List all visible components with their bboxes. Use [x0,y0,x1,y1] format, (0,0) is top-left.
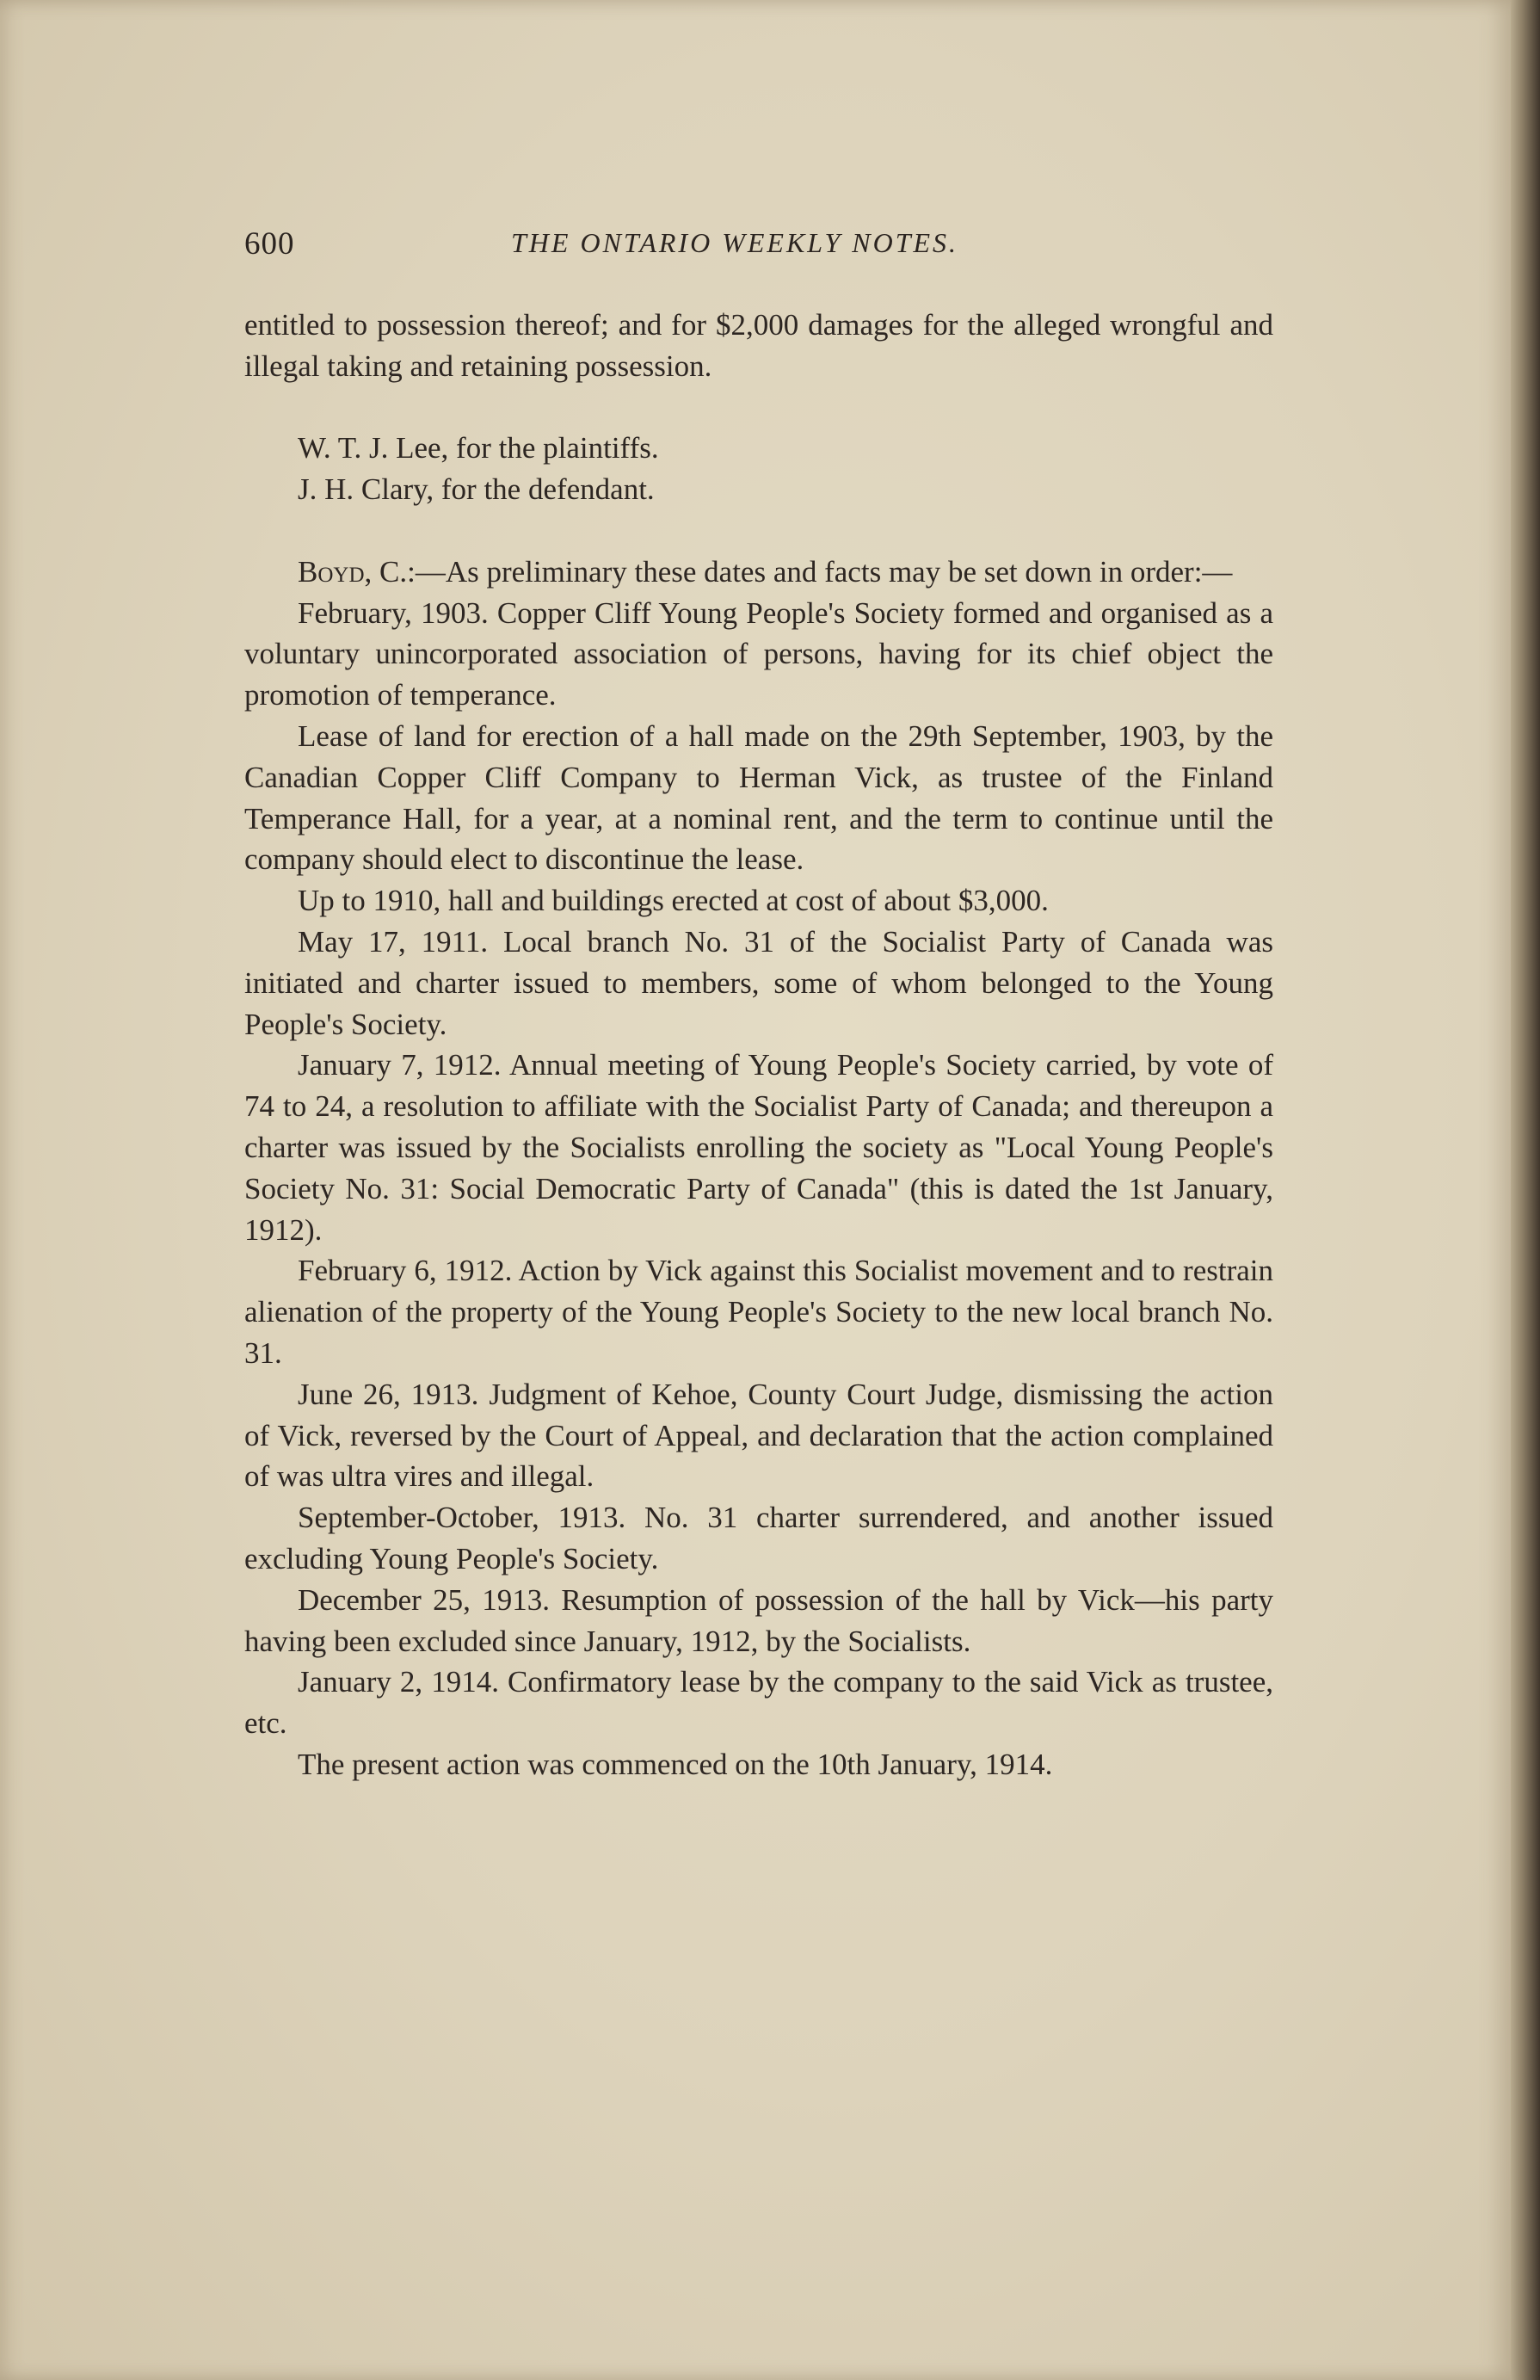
counsel-defendant: J. H. Clary, for the defendant. [298,472,655,507]
paragraph-gap [244,387,1273,429]
page-header [244,225,1273,268]
paragraph-1910: Up to 1910, hall and buildings erected at cost of about $3,000. [298,884,1049,918]
paragraph-jun-1913: June 26, 1913. Judgment of Kehoe, County Court Judge, dismissing the action of Vick, reversed by the Court of Appeal, and declaration that the action complained of was ultra vires and illegal. [244,1377,1273,1494]
paragraph-dec-1913: December 25, 1913. Resumption of possession of the hall by Vick—his party having been excluded since January, 1912, by the Socialists. [244,1582,1273,1658]
body-text [244,305,1273,1785]
counsel-plaintiffs: W. T. J. Lee, for the plaintiffs. [298,431,659,466]
paragraph-feb-1903: February, 1903. Copper Cliff Young People's Society formed and organised as a voluntary unincorporated association of persons, having for its chief object the promotion of temperance. [244,595,1273,712]
paragraph-jan-1914: January 2, 1914. Confirmatory lease by the company to the said Vick as trustee, etc. [244,1665,1273,1741]
paragraph-lease-1903: Lease of land for erection of a hall made on the 29th September, 1903, by the Canadian Copper Cliff Company to Herman Vick, as trustee of the Finland Temperance Hall, for a year, at a nominal rent, and the term to continue until the company should elect to discontinue the lease. [244,718,1273,877]
page-number: 600 [244,226,295,262]
paragraph-present-action: The present action was commenced on the 10th January, 1914. [298,1747,1053,1781]
book-page-edge [1511,0,1540,2380]
paragraph-continuation: entitled to possession thereof; and for $2,000 damages for the alleged wrongful and illegal taking and retaining possession. [244,308,1273,383]
paragraph-may-1911: May 17, 1911. Local branch No. 31 of the Socialist Party of Canada was initiated and charter issued to members, some of whom belonged to the Young People's Society. [244,924,1273,1041]
running-title: THE ONTARIO WEEKLY NOTES. [511,227,959,258]
paragraph-feb-1912: February 6, 1912. Action by Vick against this Socialist movement and to restrain alienation of the property of the Young People's Society to the new local branch No. 31. [244,1254,1273,1370]
paragraph-gap [244,510,1273,552]
paragraph-sep-1913: September-October, 1913. No. 31 charter surrendered, and another issued excluding Young People's Society. [244,1501,1273,1575]
judgment-opening-text: :—As preliminary these dates and facts may be set down in order:— [407,554,1233,589]
judgment-opening [244,552,1273,593]
judge-name: Boyd, C. [298,554,408,589]
paragraph-jan-1912: January 7, 1912. Annual meeting of Young People's Society carried, by vote of 74 to 24, a resolution to affiliate with the Socialist Party of Canada; and thereupon a charter was issued by the Socialists enrolling the society as "Local Young People's Society No. 31: Social Democratic Party of Canada" (this is dated the 1st January, 1912). [244,1048,1273,1247]
